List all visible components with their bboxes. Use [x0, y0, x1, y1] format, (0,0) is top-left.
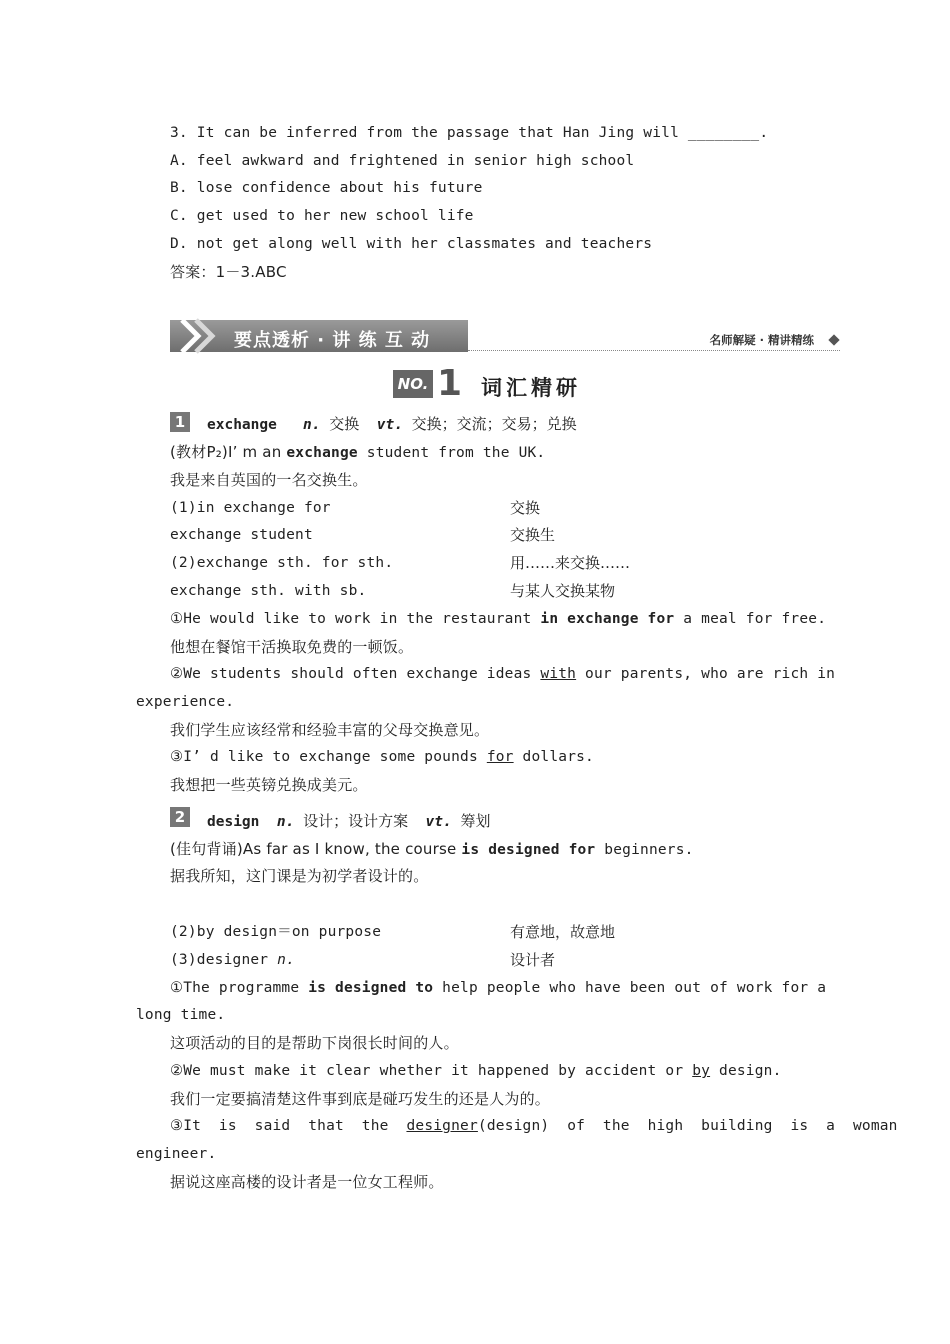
example-sentence — [170, 664, 835, 684]
example-sentence — [170, 1061, 782, 1081]
example-sentence — [170, 609, 826, 629]
headword: design — [207, 814, 260, 830]
headword-line — [207, 811, 491, 832]
section-heading — [393, 363, 603, 404]
source-rest: beginners. — [595, 842, 694, 858]
question-3: 3. It can be inferred from the passage that Han Jing will ________. — [170, 125, 769, 141]
option-b: B. lose confidence about his future — [170, 180, 483, 196]
translation: 据说这座高楼的设计者是一位女工程师。 — [170, 1173, 444, 1191]
option-c: C. get used to her new school life — [170, 208, 474, 224]
example-sentence — [170, 978, 826, 998]
translation: 我是来自英国的一名交换生。 — [170, 471, 368, 489]
source-sentence — [170, 442, 545, 463]
section-title: 词汇精研 — [481, 376, 581, 400]
answer-line: 答案：1－3.ABC — [170, 263, 287, 281]
example-text: our parents, who are rich in — [576, 666, 836, 682]
banner-subtitle: 名师解疑 · 精讲精练 — [709, 333, 814, 347]
option-a: A. feel awkward and frightened in senior high school — [170, 153, 635, 169]
translation: 据我所知，这门课是为初学者设计的。 — [170, 867, 429, 885]
part-of-speech: vt. — [376, 417, 403, 433]
definition: 筹划 — [460, 812, 491, 830]
answer-blank: for — [486, 749, 514, 765]
example-continuation: experience. — [136, 694, 235, 710]
phrase-meaning: 与某人交换某物 — [510, 582, 616, 600]
example-text: design. — [710, 1063, 782, 1079]
answer-blank: by — [692, 1063, 711, 1079]
example-text: a meal for free. — [674, 611, 827, 627]
source-prefix: (教材P₂)I’ m an — [170, 443, 287, 461]
keyword: is designed for — [461, 842, 596, 858]
example-sentence — [170, 747, 594, 767]
definition: 交换 — [329, 415, 360, 433]
example-text: dollars. — [513, 749, 594, 765]
section-no-badge: NO. — [393, 370, 433, 398]
example-continuation: long time. — [136, 1007, 226, 1023]
part-of-speech: vt. — [425, 814, 452, 830]
phrase-meaning: 设计者 — [510, 951, 556, 969]
keyword: is designed to — [308, 980, 434, 996]
example-sentence — [170, 1116, 898, 1136]
translation: 我们学生应该经常和经验丰富的父母交换意见。 — [170, 721, 490, 739]
example-text: ①He would like to work in the restaurant — [170, 611, 541, 627]
example-text: ②We students should often exchange ideas — [170, 666, 541, 682]
headword: exchange — [207, 417, 277, 433]
answer-blank: with — [540, 666, 577, 682]
answer-blank: designer — [406, 1118, 478, 1134]
part-of-speech: n. — [303, 417, 321, 433]
part-of-speech: n. — [277, 952, 296, 968]
entry-number-badge: 1 — [170, 412, 190, 432]
diamond-icon — [828, 334, 839, 345]
source-sentence — [170, 839, 694, 860]
example-continuation: engineer. — [136, 1146, 217, 1162]
translation: 我想把一些英镑兑换成美元。 — [170, 776, 368, 794]
translation: 他想在餐馆干活换取免费的一顿饭。 — [170, 638, 414, 656]
source-prefix: (佳句背诵)As far as I know, the course — [170, 840, 462, 858]
phrase: (2)exchange sth. for sth. — [170, 555, 394, 571]
example-text: ③It is said that the — [170, 1118, 407, 1134]
phrase: exchange student — [170, 527, 313, 543]
keyword: exchange — [286, 445, 358, 461]
source-rest: student from the UK. — [357, 445, 546, 461]
phrase-meaning: 用……来交换…… — [510, 554, 631, 572]
option-d: D. not get along well with her classmates and teachers — [170, 236, 653, 252]
definition: 设计；设计方案 — [303, 812, 409, 830]
keyword: in exchange for — [540, 611, 675, 627]
section-banner — [170, 316, 840, 356]
example-text: ①The programme — [170, 980, 309, 996]
banner-divider — [468, 350, 840, 351]
phrase: (2)by design＝on purpose — [170, 924, 382, 940]
part-of-speech: n. — [276, 814, 295, 830]
chevron-right-icon — [176, 316, 236, 356]
translation: 我们一定要搞清楚这件事到底是碰巧发生的还是人为的。 — [170, 1090, 551, 1108]
example-text: help people who have been out of work for a — [433, 980, 827, 996]
definition: 交换；交流；交易；兑换 — [411, 415, 577, 433]
example-text: (design) of the high building is a woman — [477, 1118, 898, 1134]
phrase-meaning: 交换生 — [510, 526, 556, 544]
phrase-meaning: 有意地，故意地 — [510, 923, 616, 941]
entry-number-badge: 2 — [170, 807, 190, 827]
translation: 这项活动的目的是帮助下岗很长时间的人。 — [170, 1034, 459, 1052]
phrase-text: (3)designer — [170, 952, 278, 968]
example-text: ③I’ d like to exchange some pounds — [170, 749, 487, 765]
phrase — [170, 950, 295, 970]
example-text: ②We must make it clear whether it happened by accident or — [170, 1063, 693, 1079]
headword-line — [207, 414, 577, 435]
section-number: 1 — [437, 363, 463, 404]
phrase-meaning: 交换 — [510, 499, 541, 517]
phrase: (1)in exchange for — [170, 500, 331, 516]
phrase: exchange sth. with sb. — [170, 583, 367, 599]
banner-title: 要点透析 · 讲 练 互 动 — [234, 330, 431, 351]
